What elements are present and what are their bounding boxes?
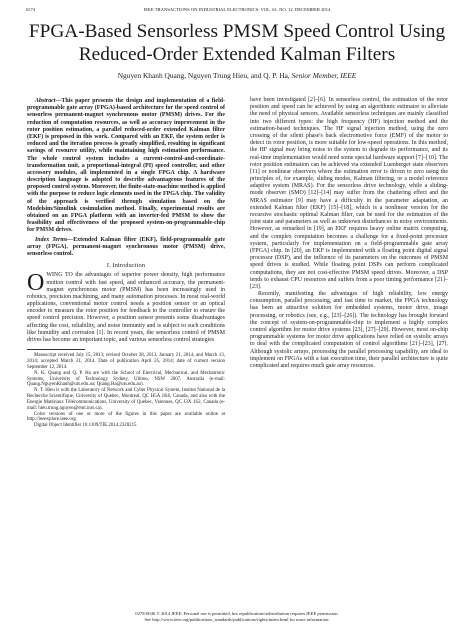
left-column (27, 98, 225, 429)
footnotes (27, 353, 225, 429)
abstract-lead: Abstract (35, 98, 56, 104)
intro-paragraph (27, 272, 225, 344)
abstract-text: —This paper presents the design and implementation of a field-programmable gate array (FPGA)-based architecture for the speed control of sensorless permanent-magnet synchronous motor (PMSM) drives. For the reduction of computation resources, as well as accuracy improvement in the rotor position estimation, a parallel reduced-order extended Kalman filter (EKF) is proposed in this work. Compared with an EKF, the system order is reduced and the iteration process is greatly simplified, resulting in significant savings of resource utility, while maintaining high estimation performance. The whole control system includes a current-control-and-coordinate-transformation unit, a proportional-integral (PI) speed controller, and other accessory modules, all implemented in a single FPGA chip. A hardware description language is adopted to describe advantageous features of the proposed control system. Moreover, the finite-state-machine method is applied with the purpose to reduce logic elements used in the FPGA chip. The validity of the approach is verified through simulation based on the Modelsim/Simulink cosimulation method. Finally, experimental results are obtained on an FPGA platform with an inverter-fed PMSM to show the feasibility and effectiveness of the proposed system-on-programmable-chip for PMSM drives. (27, 98, 226, 234)
right-column (250, 97, 448, 370)
abstract (27, 98, 225, 235)
section-heading-introduction: I. Introduction (106, 263, 146, 270)
running-header (26, 7, 448, 13)
footnote-manuscript: Manuscript received July 15, 2013; revised October 28, 2013, January 21, 2014, and March 13, 2014; accepted March 31, 2014. Date of publication April 25, 2014; date of current version September 12, 2014. (27, 353, 225, 370)
footnote-doi: Digital Object Identifier 10.1109/TIE.2014.2320215 (34, 423, 137, 429)
page-number: 6574 (26, 7, 36, 12)
author-line (20, 71, 454, 80)
footnote-affiliation-2: N. T. Hieu is with the Laboratory of Network and Cyber Physical System, Institut National de la Recherche Scientifique, University of Quebec, Montreal, QC H5A 1K6, Canada, and also with the Energie Matériaux Télécommunications, University of Quebec, Varennes, QC J3X 1S2, Canada (e-mail: hieu.trung.nguyen@emt.inrs.ca). (27, 388, 225, 411)
index-terms-lead: Index Terms (35, 236, 68, 243)
author-names: Nguyen Khanh Quang, Nguyen Trung Hieu, and Q. P. Ha, (117, 71, 290, 80)
rights-link-line: See http://www.ieee.org/publications_standards/publications/rights/index.html for more information. (144, 617, 330, 622)
paper-title: FPGA-Based Sensorless PMSM Speed Control Using Reduced-Order Extended Kalman Filters (28, 21, 446, 65)
index-terms (27, 237, 225, 259)
body-paragraph: have been investigated [2]–[6]. In sensorless control, the estimation of the rotor position and speed can be achieved by using an algorithmic estimator to alleviate the need of physical sensors. Available sensorless techniques are mainly classified into two different types: the high frequency (HF) injection method and the estimation-based techniques. The HF signal injection method, using the zero crossing of the silent phase's back electromotive force (EMF) of the motor to detect its rotor position, is more suitable for low-speed operations. In this method, the HF signal may bring noise to the system to degrade its performance, and its real-time implementation would need some special hardware support [7]–[10]. The rotor position estimation can be achieved via extended Luenberger state observers [11] or nonlinear observers where the estimation error is driven to zero using the principles of, for example, sliding modes, Kalman filtering, or a model reference adaptive system (MRAS). For the sensorless drive technology, while a sliding-mode observer (SMO) [12]–[14] may suffer from the chattering effect and the MRAS estimator [9] may have a difficulty in the parameter adaptation, an extended Kalman filter (EKF) [15]–[18], which is a nonlinear version for the recursive stochastic optimal Kalman filter, can be used for the estimation of the joint state and parameters as well as unknown disturbances in noisy environments. However, as remarked in [19], an EKF requires heavy online matrix computing, and the complex computation becomes a challenge for a fixed-point processor system, particularly for implementation on a field-programmable gate array (FPGA) chip. In [20], an EKF is implemented with a floating point digital signal processor (DSP), and the influence of its parameters on the outcomes of PMSM speed drives is studied. While floating point DSPs can perform complicated computations, they are not cost-effective PMSM speed drives. Moreover, a DSP tends to exhaust CPU resources and suffers from a poor timing performance [21]–[23]. (250, 97, 448, 290)
copyright-line: 0278-0046 © 2014 IEEE. Personal use is permitted, but republication/redistribution requires IEEE permission. (135, 611, 339, 616)
journal-header: IEEE TRANSACTIONS ON INDUSTRIAL ELECTRONICS, VOL. 61, NO. 12, DECEMBER 2014 (143, 7, 331, 12)
footnote-affiliation-1: N. K. Quang and Q. P. Ha are with the School of Electrical, Mechanical, and Mechatronic Systems, University of Technology Sydney, Ultimo, NSW 2007, Australia (e-mail: Quang.NguyenKhanh@uts.edu.au; Quang.Ha@uts.edu.au). (27, 370, 225, 388)
footnote-color-figures: Color versions of one or more of the figures in this paper are available online at http://ieeexplore.ieee.org. (27, 411, 225, 423)
drop-cap: O (27, 270, 45, 297)
author-membership: Senior Member, IEEE (291, 71, 357, 80)
footnote-divider (27, 349, 85, 350)
copyright-footer (20, 611, 454, 623)
intro-text: WING TO the advantages of superior power density, high performance motion control with fast speed, and enhanced accuracy, the permanent-magnet synchronous motor (PMSM) has been increasingly used in robotics, precision machining, and many automation processes. In most real-world applications, conventional motor control needs a position sensor or an optical encoder to measure the rotor position for feedback to the controller to ensure the speed control precision. However, a position sensor presents some disadvantages affecting the cost, reliability, and noise immunity and is subject to such conditions like humidity and corrosion [1]. In recent years, the sensorless control of PMSM drives has become an important topic, and various sensorless control strategies (27, 272, 225, 343)
index-terms-text: —Extended Kalman filter (EKF), field-programmable gate array (FPGA), permanent-magnet synchronous motor (PMSM) drive, sensorless control. (27, 236, 225, 257)
body-paragraph: Recently, manifesting the advantages of high reliability, low energy consumption, parallel processing, and fast time to market, the FPGA technology has been an attractive solution for embedded systems, motor drive, image processing, or robotics (see, e.g., [23]–[26]). The technology has brought forward the concept of system-on-programmable-chip to implement a highly complex control algorithm for motor drive systems [23], [27]–[29]. However, most on-chip programmable systems for motor drive applications have relied on systolic arrays to deal with the complicated computation of control algorithms [21]–[23], [27]. Although systolic arrays, processing the parallel processing capability, are ideal to implement on FPGAs with a fast execution time, their parallel architecture is quite complicated and requires much gate array resources. (250, 291, 448, 369)
